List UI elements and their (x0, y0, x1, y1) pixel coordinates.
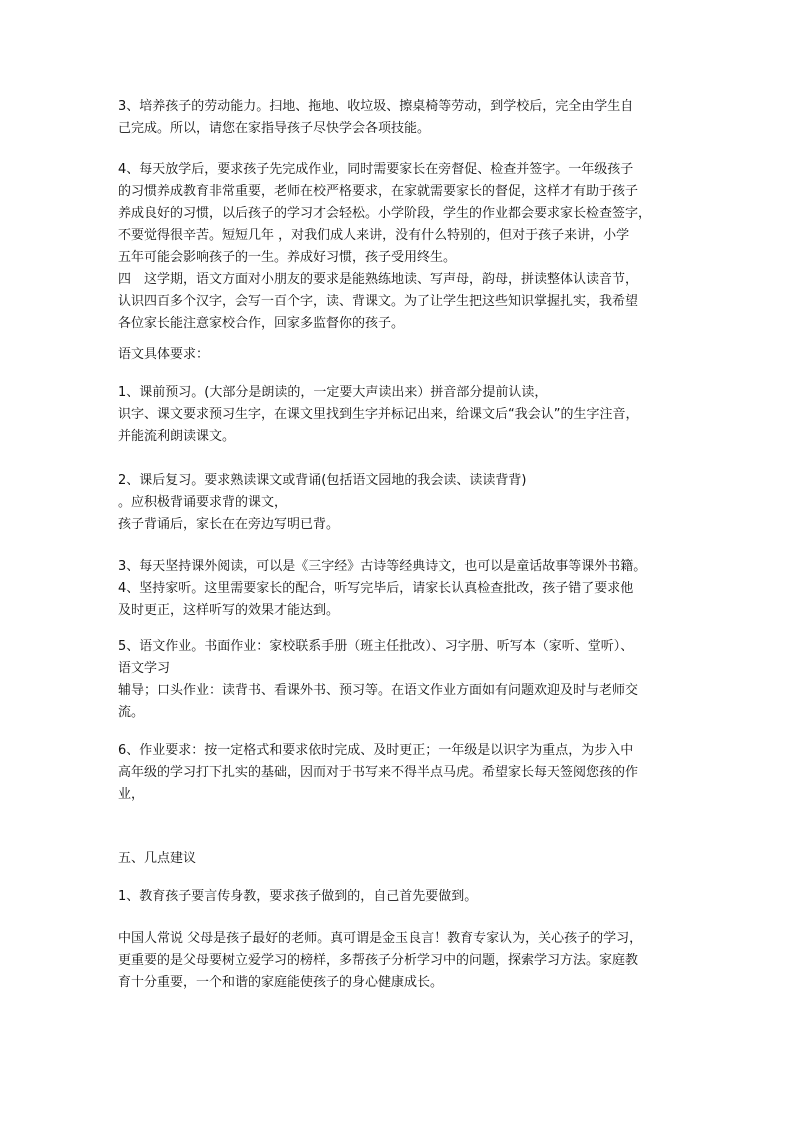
text-line: 语文学习 (118, 661, 171, 676)
text-line: 3、每天坚持课外阅读，可以是《三字经》古诗等经典诗文，也可以是童话故事等课外书籍。 (118, 559, 647, 574)
text-line: 业， (118, 787, 145, 802)
paragraph-reading-dictation (118, 556, 678, 622)
text-line: 五年可能会影响孩子的一生。养成好习惯，孩子受用终生。 (118, 250, 457, 265)
text-line: 中国人常说 父母是孩子最好的老师。真可谓是金玉良言！教育专家认为，关心孩子的学习， (118, 931, 643, 946)
paragraph-homework-requirements (118, 740, 678, 806)
text-line: 及时更正，这样听写的效果才能达到。 (118, 603, 340, 618)
text-line: 的习惯养成教育非常重要，老师在校严格要求，在家就需要家长的督促，这样才有助于孩子 (118, 184, 639, 199)
text-line: 各位家长能注意家校合作，回家多监督你的孩子。 (118, 316, 405, 331)
text-line: 辅导；口头作业：读背书、看课外书、预习等。在语文作业方面如有问题欢迎及时与老师交 (118, 683, 639, 698)
text-line: 并能流利朗读课文。 (118, 429, 236, 444)
text-line: 孩子背诵后，家长在在旁边写明已背。 (118, 517, 340, 532)
paragraph-labor-skills (118, 96, 678, 140)
paragraph-parents-as-teachers (118, 928, 678, 994)
text-line: 育十分重要，一个和谐的家庭能使孩子的身心健康成长。 (118, 975, 444, 990)
text-line: 识字、课文要求预习生字，在课文里找到生字并标记出来，给课文后“我会认”的生字注音， (118, 407, 639, 422)
text-line: 2、课后复习。要求熟读课文或背诵(包括语文园地的我会读、读读背背) (118, 473, 527, 488)
paragraph-review (118, 470, 678, 536)
text-line: 语文具体要求： (118, 347, 210, 362)
paragraph-lead-by-example (118, 886, 678, 908)
text-line: 1、课前预习。(大部分是朗读的，一定要大声读出来）拼音部分提前认读， (118, 385, 548, 400)
section-heading-suggestions (118, 848, 678, 870)
paragraph-homework-habits (118, 159, 678, 335)
paragraph-preview (118, 382, 678, 448)
text-line: 高年级的学习打下扎实的基础，因而对于书写来不得半点马虎。希望家长每天签阅您孩的作 (118, 765, 639, 780)
text-line: 3、培养孩子的劳动能力。扫地、拖地、收垃圾、擦桌椅等劳动，到学校后，完全由学生自 (118, 99, 634, 114)
text-line: 4、每天放学后，要求孩子先完成作业，同时需要家长在旁督促、检查并签字。一年级孩子 (118, 162, 634, 177)
text-line: 1、教育孩子要言传身教，要求孩子做到的，自己首先要做到。 (118, 889, 478, 904)
section-heading-chinese-requirements (118, 344, 678, 366)
text-line: 养成良好的习惯，以后孩子的学习才会轻松。小学阶段，学生的作业都会要求家长检查签字， (118, 206, 652, 221)
text-line: 5、语文作业。书面作业：家校联系手册（班主任批改）、习字册、听写本（家听、堂听）、 (118, 639, 634, 654)
text-line: 流。 (118, 705, 145, 720)
text-line: 五、几点建议 (118, 851, 197, 866)
paragraph-chinese-homework (118, 636, 678, 724)
text-line: 4、坚持家听。这里需要家长的配合，听写完毕后，请家长认真检查批改，孩子错了要求他 (118, 581, 634, 596)
text-line: 更重要的是父母要树立爱学习的榜样，多帮孩子分析学习中的问题，探索学习方法。家庭教 (118, 953, 639, 968)
text-line: 6、作业要求：按一定格式和要求依时完成、及时更正；一年级是以识字为重点，为步入中 (118, 743, 634, 758)
text-line: 认识四百多个汉字，会写一百个字，读、背课文。为了让学生把这些知识掌握扎实，我希望 (118, 294, 639, 309)
text-line: 四 这学期，语文方面对小朋友的要求是能熟练地读、写声母，韵母，拼读整体认读音节， (118, 272, 639, 287)
text-line: 己完成。所以，请您在家指导孩子尽快学会各项技能。 (118, 121, 431, 136)
text-line: 。应积极背诵要求背的课文， (118, 495, 288, 510)
text-line: 不要觉得很辛苦。短短几年 ，对我们成人来讲，没有什么特别的，但对于孩子来讲，小学 (118, 228, 630, 243)
